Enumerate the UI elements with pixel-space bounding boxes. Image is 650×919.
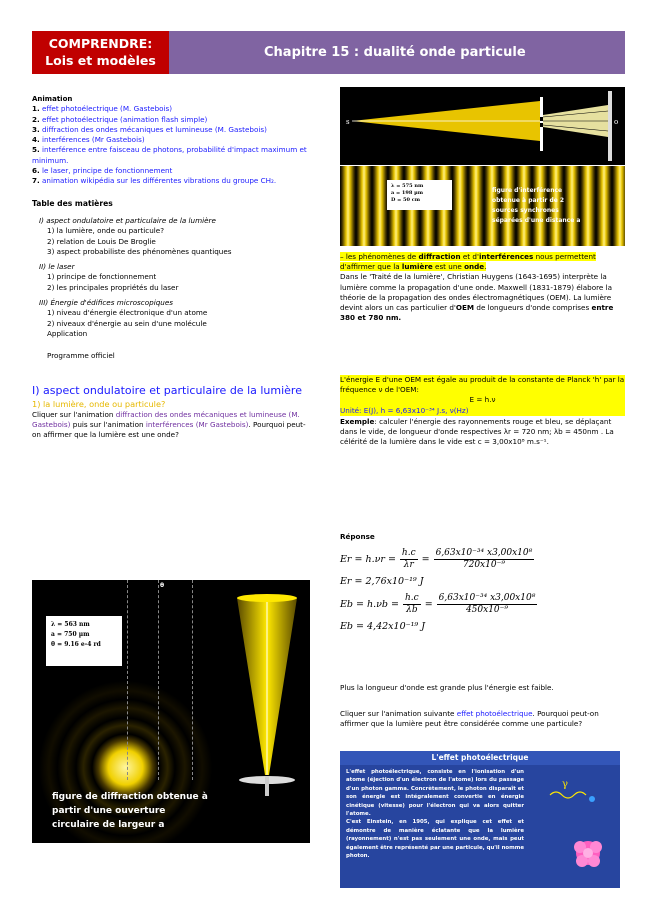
toc-item[interactable]: 1) niveau d'énergie électronique d'un atome <box>47 308 208 318</box>
toc-item[interactable]: 2) relation de Louis De Broglie <box>47 236 156 246</box>
result-blue: Eb = 4,42x10⁻¹⁹ J <box>340 621 426 633</box>
animation-link[interactable]: 2. effet photoélectrique (animation flash simple) <box>32 114 208 124</box>
wave-conclusion: – les phénomènes de diffraction et d'interférences nous permettent d'affirmer que la lumière est une onde. Dans le 'Traité de la lumière', Christian Huygens (1643-1695) interprète la lumière comme la propagation d'une onde. Maxwell (1831-1879) élabore la théorie de la propagation des ondes électromagnétiques (OEM). La lumière devint alors un cas particulier d'OEM de longueurs d'onde comprises entre 380 et 780 nm. <box>340 252 625 323</box>
diffraction-link[interactable]: diffraction des ondes mécaniques et lumineuse (M. Gastebois) <box>32 409 300 429</box>
svg-text:s: s <box>346 118 350 126</box>
animation-link[interactable]: 4. interférences (Mr Gastebois) <box>32 135 145 145</box>
interference-fringes <box>340 166 625 246</box>
atom-icon <box>540 771 620 886</box>
subsection-heading: 1) la lumière, onde ou particule? <box>32 398 166 409</box>
formula-red: Er = h.νr = $\frac{h.c}{\lambda r}$ = $\frac{\text{6,63x10⁻³⁴ x3,00x10⁸}}{\text{720x10⁻⁹}}$ <box>340 548 533 571</box>
toc-item[interactable]: 3) aspect probabiliste des phénomènes quantiques <box>47 246 232 256</box>
toc-item[interactable]: Application <box>47 328 88 338</box>
interference-caption: figure d'interférence obtenue à partir de 2 sources synchrones séparées d'une distance a <box>492 187 581 224</box>
section-paragraph: Cliquer sur l'animation diffraction des ondes mécaniques et lumineuse (M. Gastebois) puis sur l'animation interférences (Mr Gastebois). Pourquoi peut-on affirmer que la lumière est une onde? <box>32 409 306 439</box>
answer-block: Réponse Er = h.νr = $\frac{h.c}{\lambda r}$ = $\frac{\text{6,63x10⁻³⁴ x3,00x10⁸}}{\text{720x10⁻⁹}}$ Er = 2,76x10⁻¹⁹ J Eb = h.νb = $\frac{h.c}{\lambda b}$ = $\frac{\text{6,63x10⁻³⁴ x3,00x10⁸}}{\text{450x10⁻⁹}}$ Eb = 4,42x10⁻¹⁹ J <box>340 532 625 633</box>
toc-item[interactable]: 1) principe de fonctionnement <box>47 272 157 282</box>
conclusion-paragraph: Plus la longueur d'onde est grande plus l'énergie est faible. <box>340 683 554 692</box>
badge-line1: COMPRENDRE: <box>48 36 153 51</box>
photo-question: Cliquer sur l'animation suivante effet photoélectrique. Pourquoi peut-on affirmer que la lumière peut être considérée comme une particule? <box>340 709 599 729</box>
svg-text:o: o <box>614 118 619 126</box>
chapter-title: Chapitre 15 : dualité onde particule <box>169 31 625 74</box>
section-badge <box>32 31 169 74</box>
theta-label: θ <box>160 582 165 589</box>
formula-blue: Eb = h.νb = $\frac{h.c}{\lambda b}$ = $\frac{\text{6,63x10⁻³⁴ x3,00x10⁸}}{\text{450x10⁻⁹}}$ <box>340 593 536 616</box>
toc-section[interactable]: II) le laser <box>39 262 75 272</box>
svg-text:γ: γ <box>562 779 568 790</box>
animation-list <box>32 104 312 186</box>
diffraction-caption: figure de diffraction obtenue à partir d'une ouverture circulaire de largeur a <box>52 792 208 830</box>
photoelectric-animation[interactable] <box>340 751 620 888</box>
animation-title: Animation <box>32 95 73 103</box>
diffraction-params: λ = 563 nm a = 750 µm θ = 9.16 e-4 rd <box>46 616 122 666</box>
program-link[interactable]: Programme officiel <box>47 351 115 361</box>
huygens-paragraph: Dans le 'Traité de la lumière', Christian Huygens (1643-1695) interprète la lumière comme la propagation d'une onde. Maxwell (1831-1879) élabore la théorie de la propagation des ondes électromagnétiques (OEM). La lumière devint alors un cas particulier d'OEM de longueurs d'onde comprises entre 380 et 780 nm. <box>340 272 614 323</box>
animation-link[interactable]: 7. animation wikipédia sur les différentes vibrations du groupe CH₂. <box>32 176 277 186</box>
light-cone-icon <box>237 590 297 800</box>
photo-box-title: L'effet photoélectrique <box>340 751 620 765</box>
animation-link[interactable]: 1. effet photoélectrique (M. Gastebois) <box>32 104 173 114</box>
energy-box: L'énergie E d'une OEM est égale au produit de la constante de Planck 'h' par la fréquence ν de l'OEM: E = h.ν Unité: E(J), h = 6,63x10⁻³⁴ J.s, ν(Hz) <box>340 375 625 415</box>
animation-link[interactable]: 5. interférence entre faisceau de photons, probabilité d'impact maximum et minimum. <box>32 145 307 165</box>
animation-link[interactable]: 3. diffraction des ondes mécaniques et lumineuse (M. Gastebois) <box>32 124 267 134</box>
badge-line2: Lois et modèles <box>45 53 156 68</box>
toc-item[interactable]: 2) les principales propriétés du laser <box>47 282 179 292</box>
photoelectric-link[interactable]: effet photoélectrique <box>456 709 533 718</box>
toc-item[interactable]: 2) niveaux d'énergie au sein d'une molécule <box>47 318 207 328</box>
toc-title: Table des matières <box>32 198 113 208</box>
toc-section[interactable]: I) aspect ondulatoire et particulaire de la lumière <box>39 215 216 225</box>
toc-item[interactable]: 1) la lumière, onde ou particule? <box>47 226 165 236</box>
result-red: Er = 2,76x10⁻¹⁹ J <box>340 576 424 588</box>
toc-section[interactable]: III) Énergie d'édifices microscopiques <box>39 298 173 308</box>
toc-list <box>32 216 312 339</box>
interference-link[interactable]: interférences (Mr Gastebois) <box>145 419 249 429</box>
interference-diagram <box>340 87 625 165</box>
diffraction-figure <box>32 580 310 843</box>
left-column <box>32 88 312 440</box>
animation-link[interactable]: 6. le laser, principe de fonctionnement <box>32 166 173 176</box>
interference-params: λ = 575 nm a = 198 µm D = 50 cm <box>387 180 452 210</box>
photo-box-text: L'effet photoélectrique, consiste en l'ionisation d'un atome (éjection d'un électron de l'atome) lors du passage d'un photon gamma. Concrètement, le photon disparaît et son énergie est intégralement convertie en énergie cinétique (vitesse) pour l'électron qui va alors quitter l'atome. C'est Einstein, en 1905, qui explique cet effet et démontre de manière éclatante que la lumière (rayonnement) n'est pas seulement une onde, mais peut également être représenté par une particule, qu'il nomme photon. <box>346 769 524 860</box>
section-heading: I) aspect ondulatoire et particulaire de la lumière <box>32 383 302 397</box>
example-paragraph: Exemple: calculer l'énergie des rayonnements rouge et bleu, se déplaçant dans le vide, de longueur d'onde respectives λr = 720 nm; λb = 450nm . La célérité de la lumière dans le vide est c = 3,00x10⁸ m.s⁻¹. <box>340 417 614 447</box>
